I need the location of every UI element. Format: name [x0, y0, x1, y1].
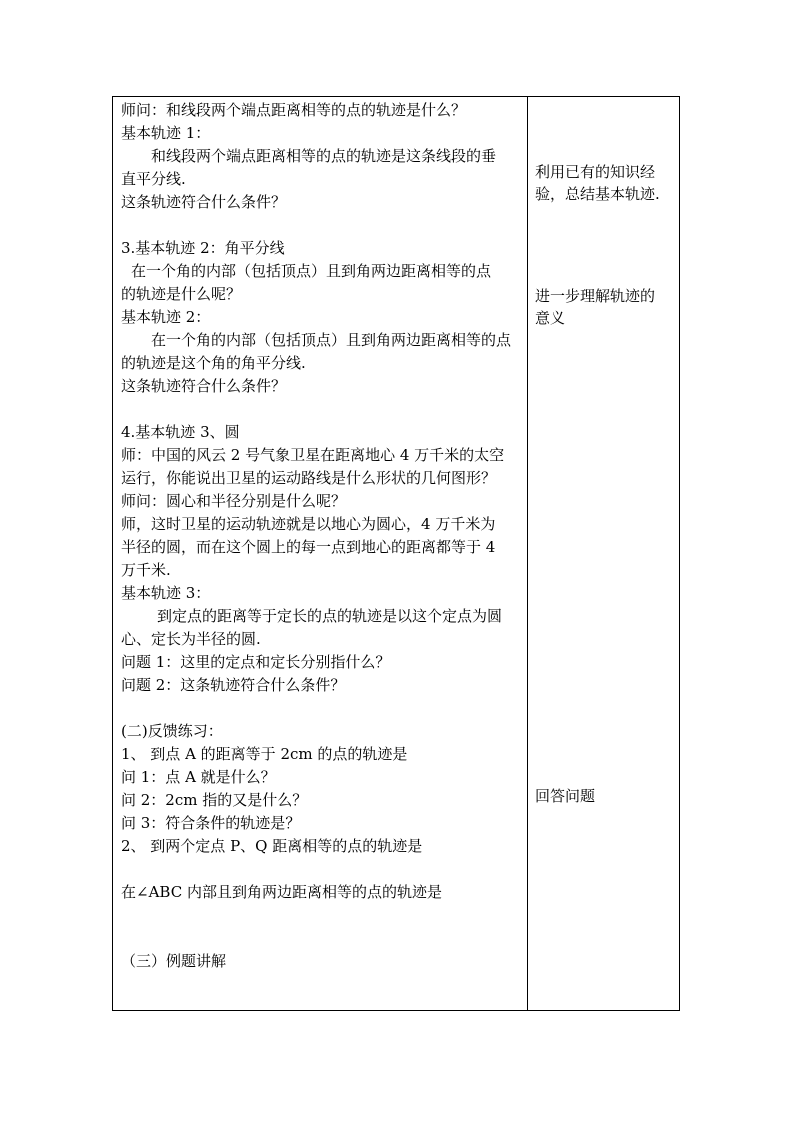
text-line: 和线段两个端点距离相等的点的轨迹是这条线段的垂 — [151, 147, 497, 165]
text-line: 基本轨迹 1： — [121, 124, 211, 142]
text-line: 问 1：点 A 就是什么？ — [121, 768, 276, 786]
text-line: 在一个角的内部（包括顶点）且到角两边距离相等的点 — [151, 331, 512, 349]
text-line: 直平分线. — [121, 170, 186, 188]
text-line: 运行，你能说出卫星的运动路线是什么形状的几何图形？ — [121, 469, 497, 487]
blank-line — [121, 927, 525, 950]
text-line: 1、 到点 A 的距离等于 2cm 的点的轨迹是 — [121, 745, 408, 763]
text-line: 这条轨迹符合什么条件？ — [121, 377, 287, 395]
section-heading: （三）例题讲解 — [121, 952, 227, 970]
text-line: 问题 2：这条轨迹符合什么条件？ — [121, 676, 346, 694]
text-line: 半径的圆，而在这个圆上的每一点到地心的距离都等于 4 — [121, 538, 496, 556]
text-line: 问 2：2cm 指的又是什么？ — [121, 791, 308, 809]
text-line: 的轨迹是这个角的角平分线. — [121, 354, 306, 372]
text-line: 万千米. — [121, 561, 171, 579]
text-line: 基本轨迹 2： — [121, 308, 211, 326]
blank-line — [121, 214, 525, 237]
text-line: 师问：和线段两个端点距离相等的点的轨迹是什么？ — [121, 101, 467, 119]
text-line: 师：中国的风云 2 号气象卫星在距离地心 4 万千米的太空 — [121, 446, 505, 464]
blank-line — [121, 904, 525, 927]
lesson-table — [112, 96, 680, 1011]
section-heading: 4.基本轨迹 3、圆 — [121, 423, 240, 441]
text-line: 基本轨迹 3： — [121, 584, 211, 602]
section-heading: (二)反馈练习： — [121, 722, 223, 740]
side-note: 利用已有的知识经 — [535, 163, 656, 181]
side-note: 验，总结基本轨迹. — [535, 185, 660, 203]
blank-line — [121, 398, 525, 421]
blank-line — [121, 858, 525, 881]
text-line: 心、定长为半径的圆. — [121, 630, 261, 648]
section-heading: 3.基本轨迹 2：角平分线 — [121, 239, 285, 257]
text-line: 2、 到两个定点 P、Q 距离相等的点的轨迹是 — [121, 837, 423, 855]
side-note: 回答问题 — [535, 787, 596, 805]
text-line: 到定点的距离等于定长的点的轨迹是以这个定点为圆 — [157, 607, 503, 625]
text-line: 在∠ABC 内部且到角两边距离相等的点的轨迹是 — [121, 883, 442, 901]
text-line: 这条轨迹符合什么条件？ — [121, 193, 287, 211]
text-line: 师问：圆心和半径分别是什么呢？ — [121, 492, 347, 510]
teaching-content-cell — [121, 99, 525, 973]
side-note: 意义 — [535, 309, 566, 327]
column-divider — [527, 97, 528, 1010]
text-line: 的轨迹是什么呢？ — [121, 285, 242, 303]
blank-line — [121, 697, 525, 720]
side-note: 进一步理解轨迹的 — [535, 287, 656, 305]
text-line: 问题 1：这里的定点和定长分别指什么？ — [121, 653, 391, 671]
text-line: 师，这时卫星的运动轨迹就是以地心为圆心，4 万千米为 — [121, 515, 496, 533]
text-line: 问 3：符合条件的轨迹是？ — [121, 814, 301, 832]
text-line: 在一个角的内部（包括顶点）且到角两边距离相等的点 — [131, 262, 492, 280]
